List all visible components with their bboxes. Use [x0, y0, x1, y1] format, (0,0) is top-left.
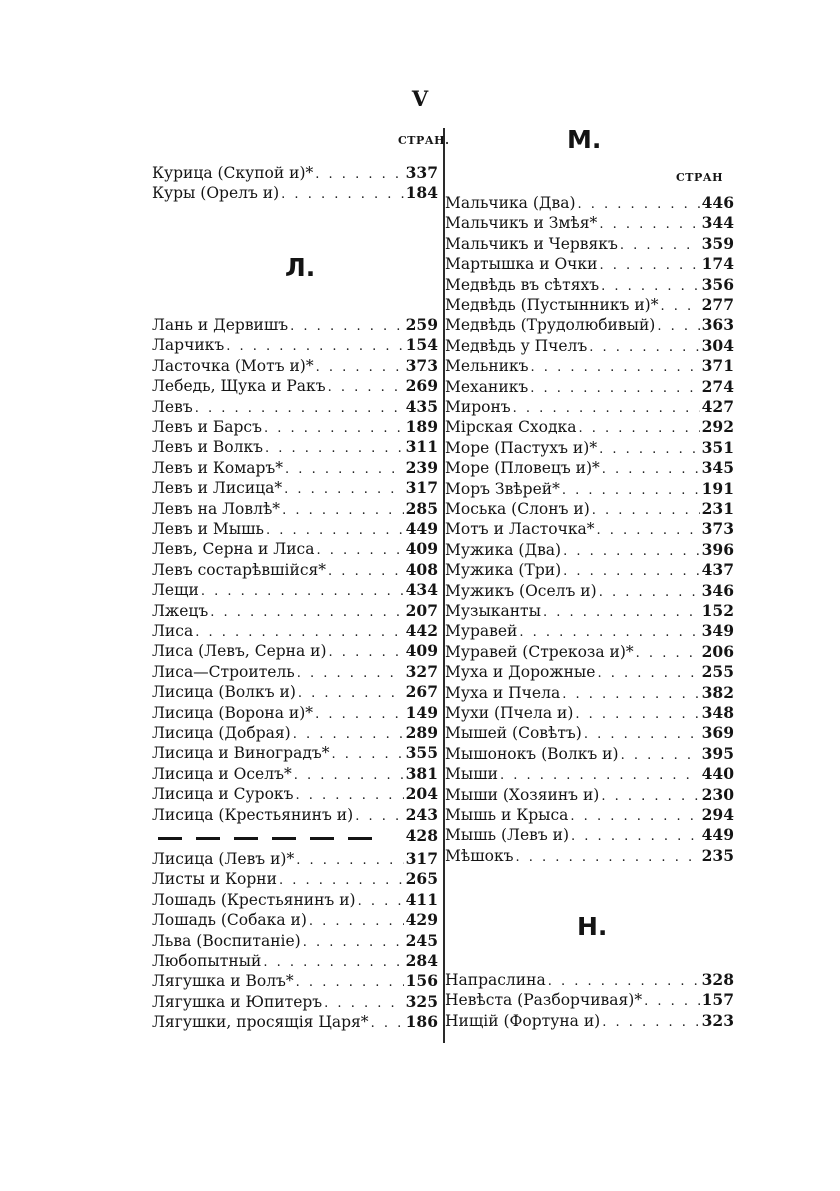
dot-leader: [292, 766, 404, 786]
entry-title: Мухи (Пчела и): [445, 704, 574, 722]
dot-leader: [597, 440, 700, 460]
entry-title: Левъ состарѣвшійся*: [152, 560, 327, 579]
entry-page: 231: [701, 499, 734, 518]
index-entry: [445, 990, 734, 1010]
entry-title: Мотъ и Ласточка*: [445, 520, 595, 539]
entry-page: 206: [701, 641, 734, 661]
index-entry: [152, 621, 438, 641]
index-entry: [445, 234, 734, 254]
entry-title: Нищій (Фортуна и): [445, 1011, 601, 1030]
entry-title: Мужика (Три): [445, 561, 562, 580]
dot-leader: [560, 685, 700, 705]
entry-title: Мірская Сходка: [445, 418, 577, 437]
entry-title: Море (Пловецъ и)*: [445, 459, 600, 478]
index-entry: [445, 601, 734, 621]
entry-page: 317: [405, 478, 438, 498]
dot-leader: [199, 582, 404, 602]
dot-leader: [576, 419, 700, 439]
entry-page: 348: [701, 703, 734, 722]
entry-page: 346: [701, 580, 734, 600]
dot-leader: [587, 338, 700, 358]
entry-title: Левъ, Серна и Лиса: [152, 540, 315, 559]
index-entry: [445, 723, 734, 743]
entry-page: 255: [701, 662, 734, 682]
index-entry: [445, 417, 734, 437]
entry-page: 156: [405, 971, 438, 991]
dot-leader: [263, 439, 404, 459]
dot-leader: [642, 992, 700, 1012]
entry-title: Мальчикъ и Змѣя*: [445, 214, 598, 233]
entry-page: 356: [701, 274, 734, 294]
dot-leader: [597, 215, 700, 235]
entry-page: 154: [405, 335, 438, 355]
dot-leader: [307, 912, 404, 932]
dot-leader: [277, 871, 404, 891]
entry-title: Механикъ: [445, 377, 529, 396]
entry-title: Мышь (Левъ и): [445, 826, 570, 845]
entry-title: Листы и Корни: [152, 870, 277, 889]
index-entry: [152, 437, 438, 457]
index-entry: [152, 641, 438, 661]
entry-title: Ларчикъ: [152, 336, 225, 355]
entry-page: 344: [701, 213, 734, 233]
entry-page: 317: [405, 849, 438, 868]
entry-page: 189: [405, 417, 438, 436]
index-entry: [445, 846, 734, 866]
section-letter-n: Н.: [577, 912, 608, 941]
entry-page: 449: [405, 519, 438, 538]
index-entry: [445, 254, 734, 274]
entry-page: 157: [701, 990, 734, 1010]
entry-page: 204: [405, 784, 438, 804]
dot-leader: [634, 644, 700, 664]
dot-leader: [280, 501, 404, 521]
entry-page: 328: [701, 970, 734, 989]
index-entry: [152, 682, 438, 702]
index-entry: [152, 890, 438, 910]
entry-page: 395: [701, 743, 734, 763]
entry-page: 207: [405, 600, 438, 620]
page-number: V: [411, 86, 429, 111]
entry-page: 363: [701, 315, 734, 335]
entry-page: 235: [701, 845, 734, 865]
entry-page: 259: [405, 315, 438, 334]
dot-leader: [511, 399, 700, 419]
entry-title: Мышей (Совѣтъ): [445, 724, 582, 743]
entry-title: Лисица (Волкъ и): [152, 683, 296, 702]
dot-leader: [514, 848, 700, 868]
index-entry: [445, 805, 734, 825]
entry-page: 274: [701, 376, 734, 396]
dot-leader: [498, 766, 700, 786]
index-entry: [152, 539, 438, 559]
dot-leader: [294, 851, 404, 871]
entry-page: 245: [405, 930, 438, 950]
index-entry: [152, 601, 438, 621]
entry-title: Лисица и Виноградъ*: [152, 744, 330, 763]
entry-page: 284: [405, 951, 438, 970]
dot-leader: [326, 562, 404, 582]
dot-leader: [327, 643, 404, 663]
dot-leader: [546, 972, 700, 992]
index-entry: [445, 458, 734, 478]
entry-page: 381: [405, 763, 438, 783]
entry-title: Лиса—Строитель: [152, 662, 295, 681]
entry-title: Любопытный: [152, 952, 262, 970]
entry-page: 434: [405, 580, 438, 600]
entry-title: Мальчика (Два): [445, 194, 576, 212]
entry-page: 429: [405, 910, 438, 930]
dot-leader: [326, 378, 404, 398]
index-entry: [445, 825, 734, 845]
entry-page: 149: [405, 702, 438, 722]
index-entry: [152, 764, 438, 784]
entry-title: Муха и Дорожные: [445, 663, 596, 682]
dot-leader: [658, 297, 700, 317]
entry-page: 371: [701, 356, 734, 376]
entry-page: 349: [701, 621, 734, 641]
dot-leader: [330, 745, 405, 765]
section-letter-m: М.: [567, 125, 602, 154]
index-entry: [445, 479, 734, 499]
entry-page: 373: [701, 519, 734, 539]
index-entry: [152, 376, 438, 396]
index-entry: [445, 621, 734, 641]
dot-leader: [295, 664, 404, 684]
index-entry: [152, 805, 438, 825]
index-entry: [152, 992, 438, 1012]
index-entry: [445, 295, 734, 315]
dot-leader: [655, 317, 700, 337]
index-entry: [152, 723, 438, 743]
index-entry: [445, 519, 734, 539]
entry-title: Лягушка и Юпитеръ: [152, 992, 323, 1011]
index-entry: [152, 315, 438, 335]
dot-leader: [528, 379, 700, 399]
dot-leader: [279, 185, 404, 205]
entry-page: 230: [701, 784, 734, 804]
dot-leader: [590, 501, 700, 521]
entry-title: Невѣста (Разборчивая)*: [445, 991, 643, 1010]
entry-title: Мѣшокъ: [445, 846, 514, 865]
dot-leader: [293, 786, 404, 806]
entry-page: 311: [405, 437, 438, 457]
entry-title: Лещи: [152, 581, 199, 600]
index-entry: [445, 438, 734, 458]
entry-title: Моръ Звѣрей*: [445, 479, 560, 498]
index-entry: [445, 785, 734, 805]
index-entry: [445, 642, 734, 662]
entry-page: 382: [701, 682, 734, 702]
dot-leader: [261, 953, 404, 973]
index-entry: [152, 971, 438, 991]
entry-page: 409: [405, 641, 438, 661]
entry-page: 345: [701, 458, 734, 478]
index-entry: [445, 764, 734, 784]
dot-leader: [356, 892, 404, 912]
dot-leader: [369, 1014, 404, 1034]
dot-leader: [600, 1013, 700, 1033]
entry-title: Лиса (Левъ, Серна и): [152, 642, 327, 661]
entry-page: 265: [405, 869, 438, 889]
index-entry: [445, 193, 734, 213]
dot-leader: [576, 195, 701, 215]
index-entry: [152, 560, 438, 580]
entry-title: Медвѣдь у Пчелъ: [445, 336, 588, 355]
dot-leader: [296, 684, 404, 704]
index-entry: [152, 519, 438, 539]
entry-page: 243: [405, 804, 438, 824]
index-entry: [152, 662, 438, 682]
entry-page: 440: [701, 764, 734, 784]
entry-title: Левъ и Барсъ: [152, 418, 262, 436]
entry-page: 269: [405, 376, 438, 396]
entry-title: Мужикъ (Оселъ и): [445, 581, 597, 600]
entry-title: Муравей (Стрекоза и)*: [445, 642, 634, 661]
entry-page: 191: [701, 478, 734, 498]
dot-leader: [322, 994, 404, 1014]
entry-title: Лисица (Ворона и)*: [152, 703, 314, 722]
entry-page: 267: [405, 682, 438, 702]
entry-title: Лиса: [152, 622, 194, 640]
entry-title: Лжецъ: [152, 601, 209, 620]
entry-page: 325: [405, 991, 438, 1011]
entry-title: Льва (Воспитаніе): [152, 931, 301, 950]
index-entry: [152, 458, 438, 478]
dot-leader: [595, 521, 700, 541]
entry-title: Муха и Пчела: [445, 683, 561, 702]
dot-leader: [568, 807, 700, 827]
index-entry: [445, 683, 734, 703]
dot-leader: [282, 480, 404, 500]
entry-page: 184: [405, 183, 438, 203]
dot-leader: [599, 277, 700, 297]
entry-title: Лошадь (Крестьянинъ и): [152, 890, 356, 909]
dot-leader: [595, 664, 700, 684]
entry-page: 152: [701, 601, 734, 620]
dot-leader: [224, 337, 404, 357]
entry-title: Моська (Слонъ и): [445, 500, 590, 518]
entry-page: 373: [405, 355, 438, 375]
dot-leader: [618, 236, 700, 256]
left-page-header: СТРАН.: [398, 134, 450, 147]
dot-leader: [561, 562, 700, 582]
index-entry: [445, 499, 734, 519]
entry-title: Курица (Скупой и)*: [152, 164, 314, 182]
dash-entry-page: 428: [405, 826, 438, 845]
dot-leader: [313, 165, 404, 185]
entry-page: 323: [701, 1010, 734, 1030]
dot-leader: [561, 542, 700, 562]
dot-leader: [560, 481, 700, 501]
entry-title: Лебедь, Щука и Ракъ: [152, 377, 326, 396]
entry-page: 294: [701, 805, 734, 824]
entry-title: Лягушка и Волъ*: [152, 972, 294, 991]
dot-leader: [541, 603, 700, 623]
dot-leader: [573, 705, 700, 725]
dot-leader: [599, 787, 700, 807]
dot-leader: [619, 746, 700, 766]
dot-leader: [193, 623, 404, 643]
index-entry: [152, 478, 438, 498]
entry-page: 337: [405, 163, 438, 182]
entry-page: 285: [405, 498, 438, 518]
dot-leader: [262, 419, 404, 439]
index-entry: [445, 377, 734, 397]
entry-title: Море (Пастухъ и)*: [445, 438, 598, 457]
entry-page: 186: [405, 1012, 438, 1032]
entry-title: Мельникъ: [445, 357, 529, 376]
entry-title: Медвѣдь (Пустынникъ и)*: [445, 296, 659, 314]
entry-title: Куры (Орелъ и): [152, 184, 280, 203]
dot-leader: [193, 399, 404, 419]
entry-title: Напраслина: [445, 971, 546, 989]
dot-leader: [301, 933, 404, 953]
entry-title: Мыши (Хозяинъ и): [445, 785, 600, 804]
entry-page: 396: [701, 539, 734, 559]
entry-title: Ласточка (Мотъ и)*: [152, 356, 314, 375]
index-entry: [445, 356, 734, 376]
index-entry: [445, 560, 734, 580]
dash-entry-row: [152, 826, 438, 846]
entry-page: 351: [701, 437, 734, 457]
index-entry: [152, 356, 438, 376]
index-entry: [445, 970, 734, 990]
entry-title: Мыши: [445, 765, 498, 784]
entry-title: Мышонокъ (Волкъ и): [445, 744, 619, 763]
entry-page: 174: [701, 254, 734, 274]
dot-leader: [291, 725, 404, 745]
dot-leader: [597, 583, 700, 603]
entry-page: 304: [701, 335, 734, 355]
entry-title: Левъ и Комаръ*: [152, 458, 284, 477]
index-entry: [445, 213, 734, 233]
entry-page: 446: [701, 193, 734, 212]
entry-page: 369: [701, 723, 734, 743]
dot-leader: [597, 256, 700, 276]
dot-leader: [208, 603, 404, 623]
index-entry: [152, 183, 438, 203]
entry-title: Левъ и Лисица*: [152, 479, 283, 498]
dot-leader: [582, 725, 700, 745]
entry-title: Мартышка и Очки: [445, 255, 598, 274]
entry-page: 355: [405, 743, 438, 763]
dot-leader: [569, 827, 700, 847]
index-entry: [152, 335, 438, 355]
index-entry: [152, 703, 438, 723]
index-entry: [445, 744, 734, 764]
entry-title: Лисица и Сурокъ: [152, 785, 294, 804]
entry-title: Лисица (Левъ и)*: [152, 850, 295, 868]
index-entry: [152, 869, 438, 889]
index-entry: [445, 540, 734, 560]
index-entry: [445, 336, 734, 356]
index-entry: [152, 580, 438, 600]
index-entry: [152, 1012, 438, 1032]
entry-title: Лошадь (Собака и): [152, 911, 307, 930]
entry-page: 409: [405, 539, 438, 559]
index-entry: [152, 849, 438, 869]
index-entry: [445, 315, 734, 335]
entry-page: 442: [405, 621, 438, 640]
entry-title: Музыканты: [445, 602, 541, 620]
entry-title: Мальчикъ и Червякъ: [445, 234, 618, 253]
index-entry: [152, 910, 438, 930]
index-entry: [152, 163, 438, 183]
dot-leader: [313, 705, 404, 725]
entry-page: 411: [405, 889, 438, 909]
index-entry: [152, 397, 438, 417]
dot-leader: [314, 358, 404, 378]
dot-leader: [294, 973, 404, 993]
entry-title: Миронъ: [445, 398, 511, 416]
index-entry: [445, 662, 734, 682]
index-entry: [152, 743, 438, 763]
entry-title: Лань и Дервишъ: [152, 316, 289, 334]
index-entry: [152, 931, 438, 951]
entry-page: 277: [701, 295, 734, 314]
dot-leader: [314, 541, 404, 561]
dot-leader: [283, 460, 404, 480]
entry-title: Лисица (Добрая): [152, 724, 291, 742]
index-entry: [152, 784, 438, 804]
entry-title: Лисица (Крестьянинъ и): [152, 805, 354, 824]
entry-page: 239: [405, 457, 438, 477]
entry-page: 435: [405, 396, 438, 416]
entry-page: 292: [701, 417, 734, 437]
entry-title: Медвѣдь въ сѣтяхъ: [445, 275, 600, 294]
index-entry: [445, 397, 734, 417]
index-entry: [445, 1011, 734, 1031]
entry-title: Левъ: [152, 397, 193, 416]
dot-leader: [600, 460, 700, 480]
entry-title: Муравей: [445, 622, 518, 641]
entry-page: 359: [701, 233, 734, 253]
entry-title: Левъ и Волкъ: [152, 438, 263, 457]
entry-title: Мышь и Крыса: [445, 806, 569, 824]
entry-title: Лисица и Оселъ*: [152, 764, 292, 783]
index-entry: [152, 417, 438, 437]
dot-leader: [517, 623, 700, 643]
dot-leader: [264, 521, 404, 541]
dot-leader: [288, 317, 404, 337]
index-entry: [445, 581, 734, 601]
right-page-header: СТРАН: [676, 171, 724, 184]
index-entry: [445, 275, 734, 295]
entry-title: Левъ и Мышь: [152, 520, 264, 538]
entry-title: Лягушки, просящія Царя*: [152, 1013, 369, 1032]
entry-page: 427: [701, 397, 734, 416]
entry-title: Медвѣдь (Трудолюбивый): [445, 316, 656, 335]
dot-leader: [529, 358, 700, 378]
index-entry: [445, 703, 734, 723]
section-letter-l: Л.: [285, 253, 316, 282]
entry-page: 327: [405, 661, 438, 681]
entry-title: Мужика (Два): [445, 540, 562, 559]
entry-title: Левъ на Ловлѣ*: [152, 499, 281, 518]
dot-leader: [353, 807, 404, 827]
index-entry: [152, 499, 438, 519]
entry-page: 437: [701, 560, 734, 580]
entry-page: 449: [701, 825, 734, 845]
entry-page: 289: [405, 723, 438, 742]
entry-page: 408: [405, 559, 438, 579]
index-entry: [152, 951, 438, 971]
